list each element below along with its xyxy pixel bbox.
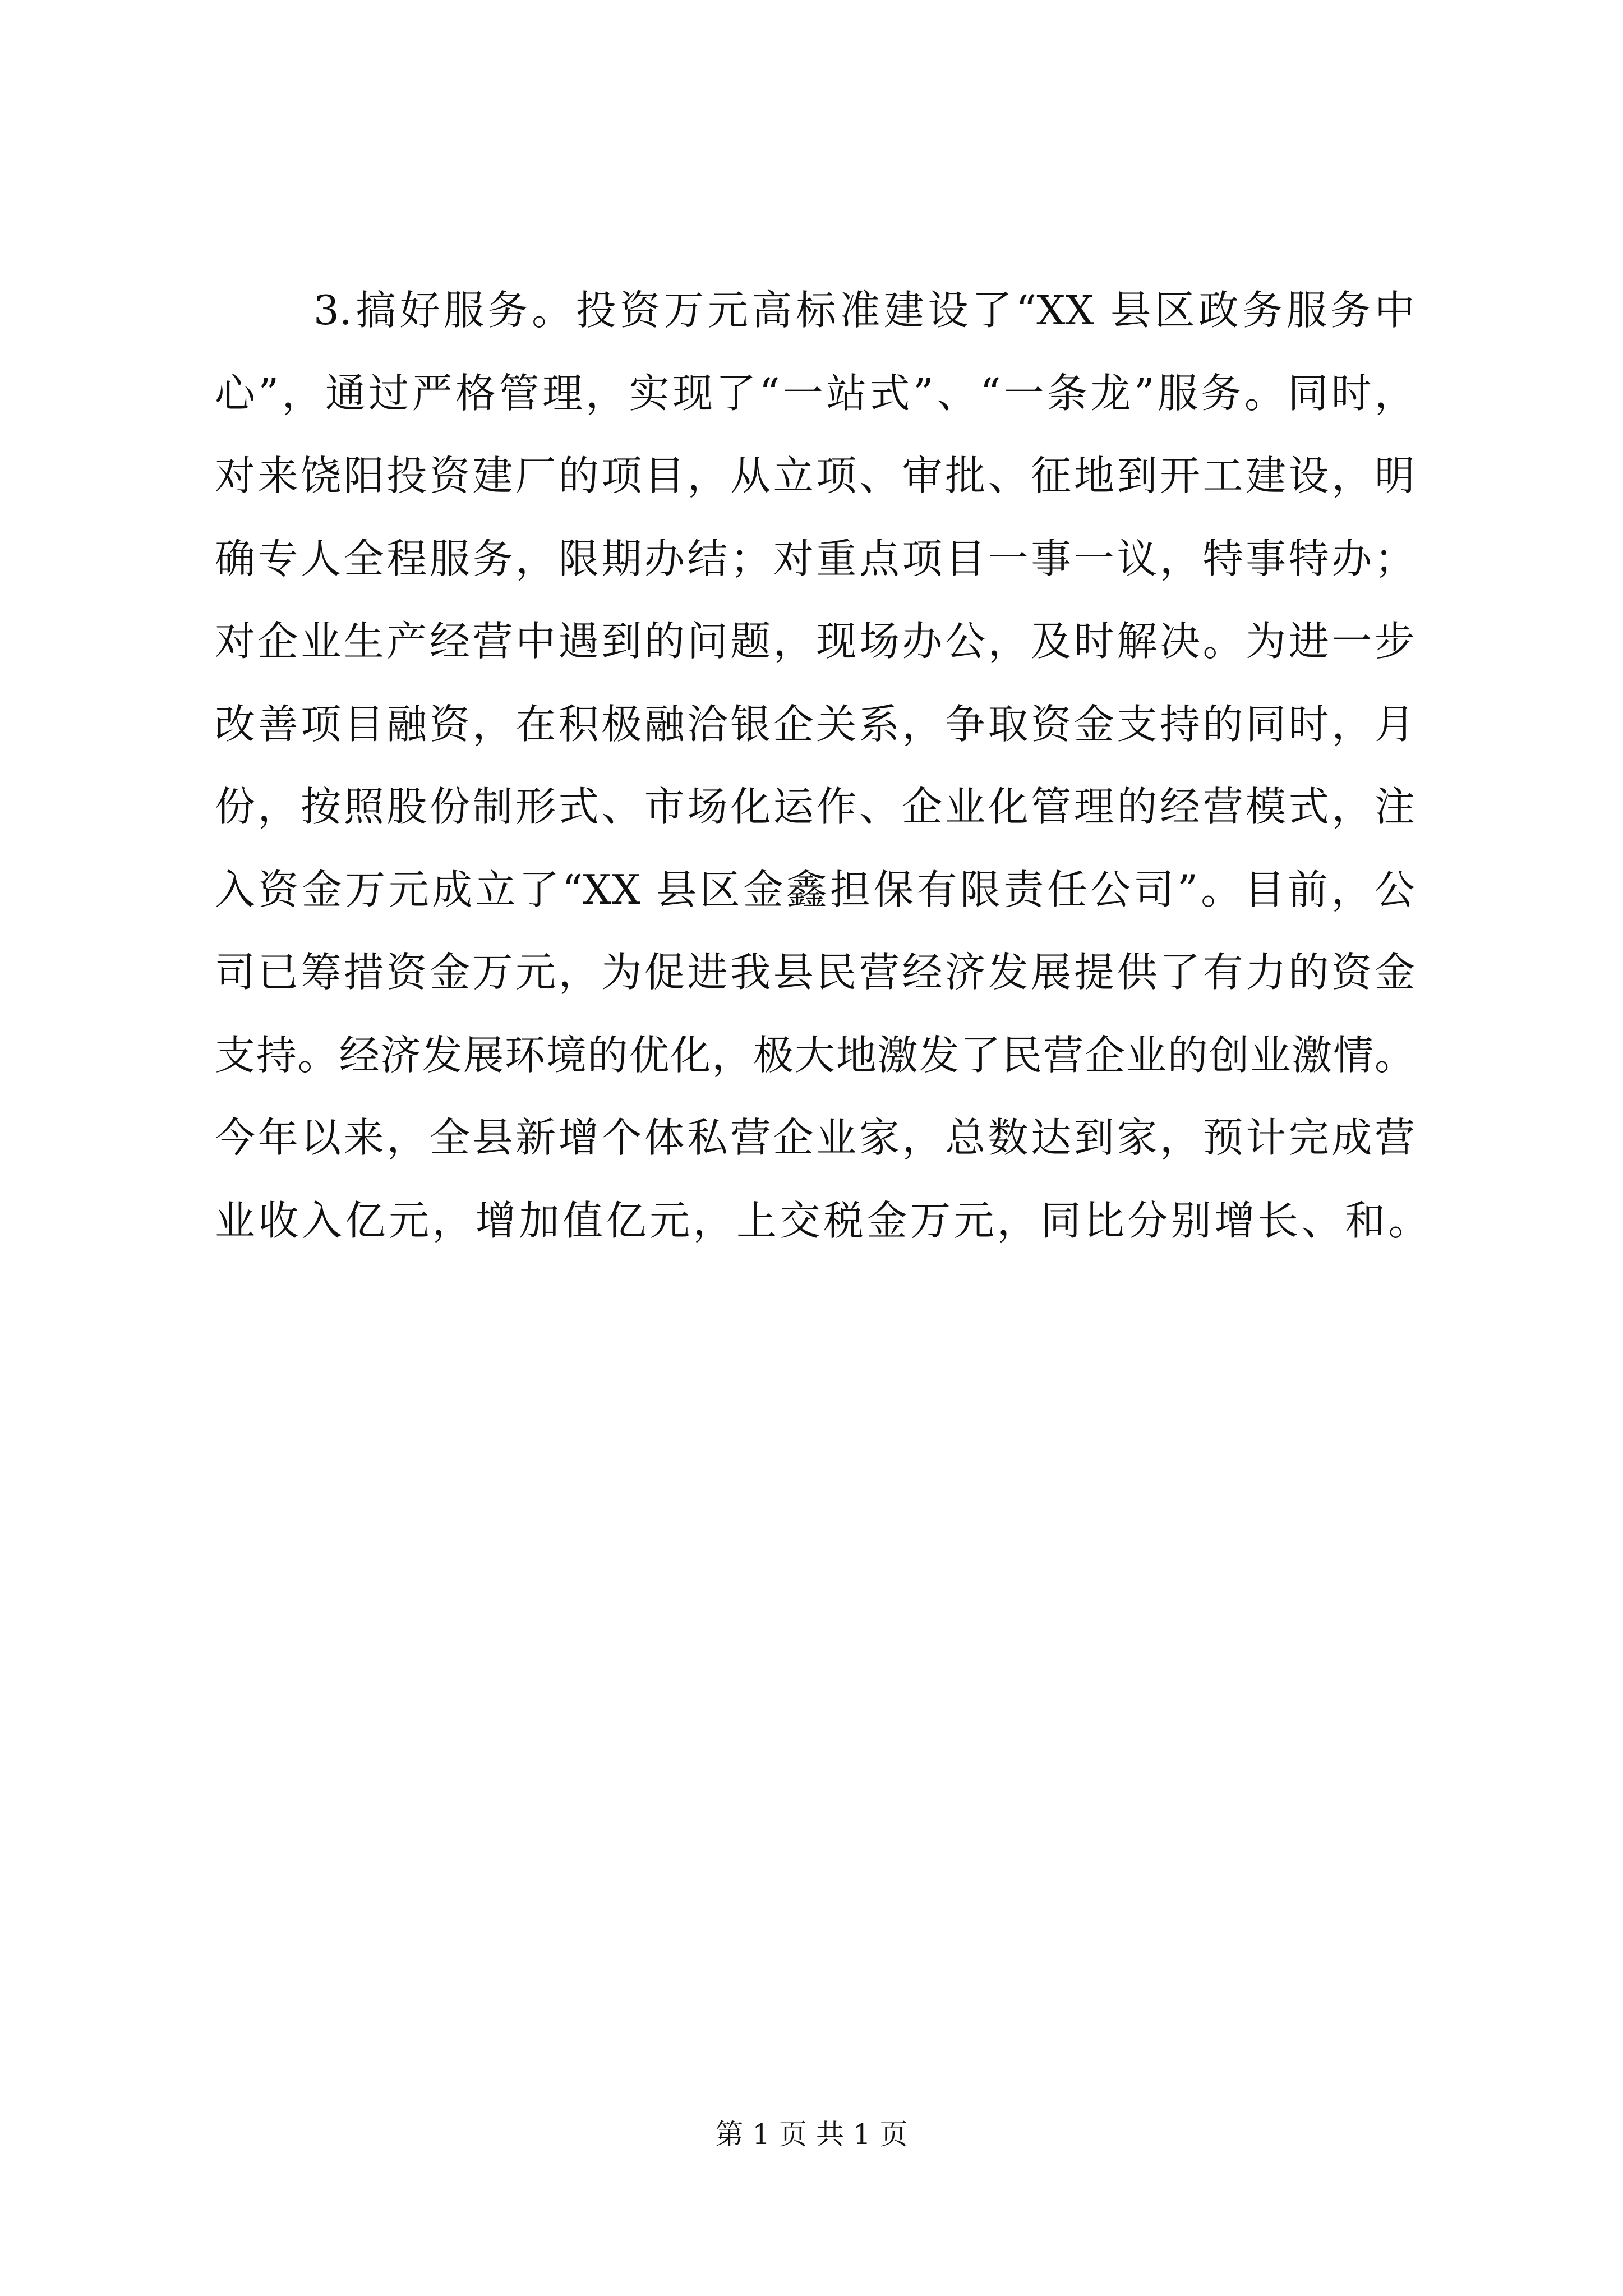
paragraph-line: 业收入亿元，增加值亿元，上交税金万元，同比分别增长、和。 xyxy=(215,1197,1432,1244)
paragraph-line: 今年以来，全县新增个体私营企业家，总数达到家，预计完成营 xyxy=(215,1114,1415,1161)
paragraph-line: 份，按照股份制形式、市场化运作、企业化管理的经营模式，注 xyxy=(215,783,1415,830)
paragraph-line: 司已筹措资金万元，为促进我县民营经济发展提供了有力的资金 xyxy=(215,949,1415,996)
paragraph-line: 对企业生产经营中遇到的问题，现场办公，及时解决。为进一步 xyxy=(215,618,1415,665)
paragraph-line: 确专人全程服务，限期办结；对重点项目一事一议，特事特办； xyxy=(215,535,1415,582)
body-paragraph xyxy=(215,269,1432,1262)
paragraph-line: 3.搞好服务。投资万元高标准建设了“XX 县区政务服务中 xyxy=(313,287,1415,334)
paragraph-line: 入资金万元成立了“XX 县区金鑫担保有限责任公司”。目前，公 xyxy=(215,866,1415,913)
page-footer: 第 1 页 共 1 页 xyxy=(715,2118,908,2151)
paragraph-line: 改善项目融资，在积极融洽银企关系，争取资金支持的同时，月 xyxy=(215,700,1415,748)
paragraph-line: 对来饶阳投资建厂的项目，从立项、审批、征地到开工建设，明 xyxy=(215,452,1415,499)
paragraph-line: 心”，通过严格管理，实现了“一站式”、“一条龙”服务。同时， xyxy=(215,369,1415,417)
paragraph-line: 支持。经济发展环境的优化，极大地激发了民营企业的创业激情。 xyxy=(215,1031,1415,1079)
